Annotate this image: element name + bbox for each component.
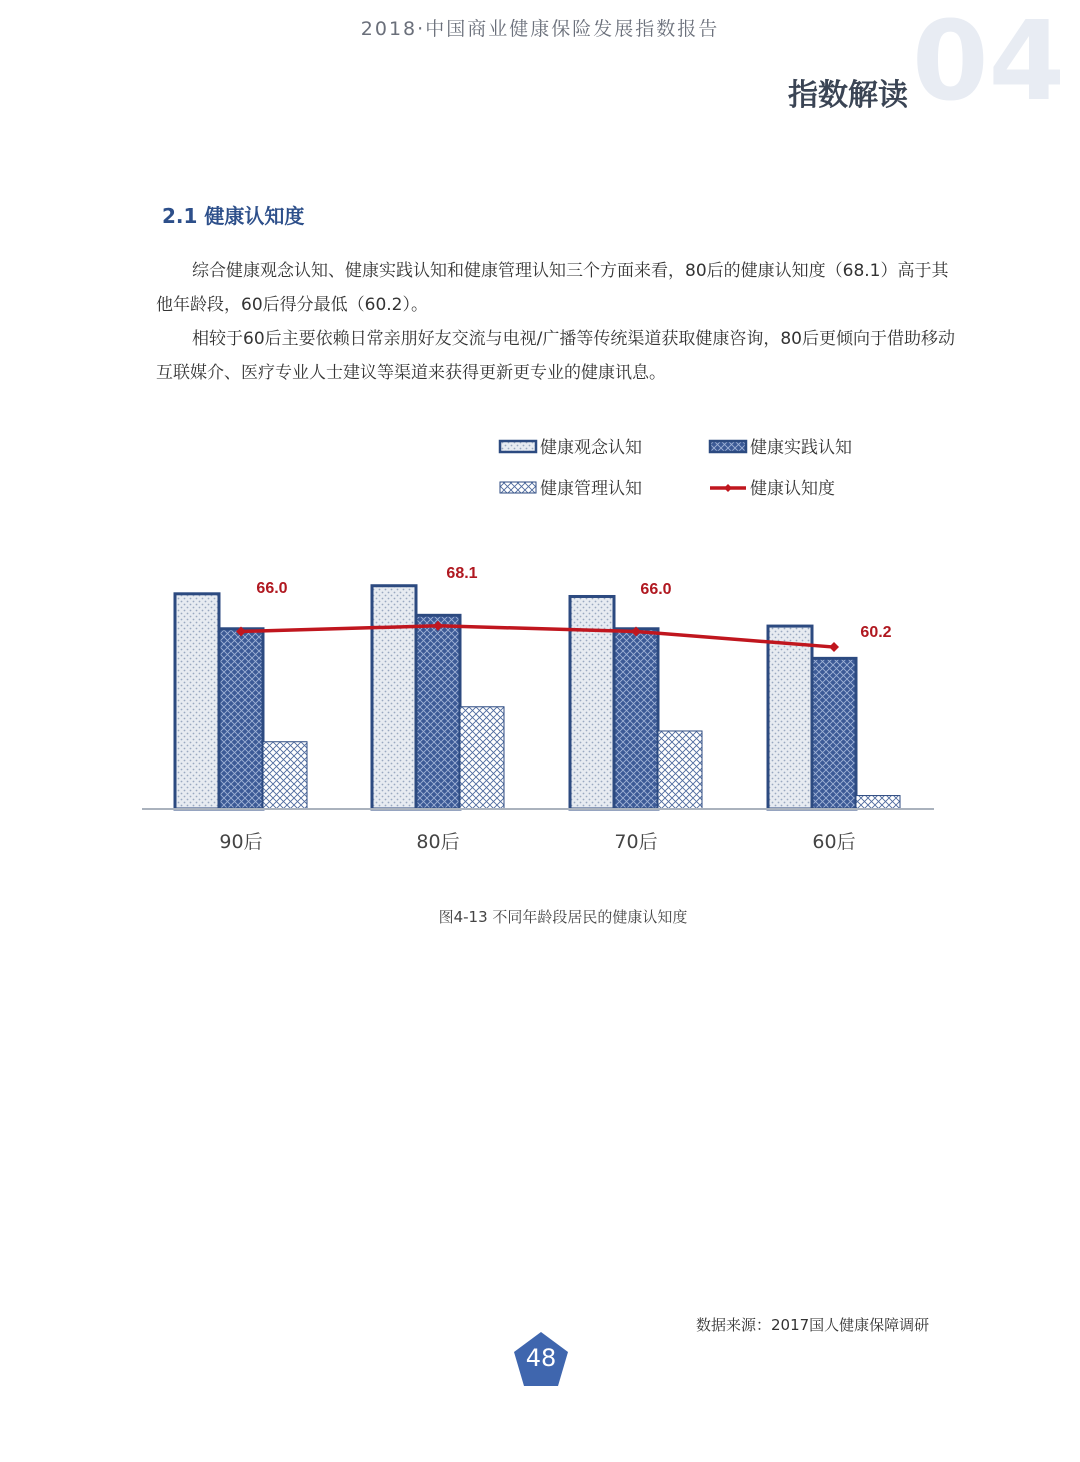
awareness-line [241,626,834,647]
section-title: 2.1 健康认知度 [162,204,305,228]
bar-series2-group2 [416,615,460,809]
figure-caption: 图4-13 不同年龄段居民的健康认知度 [438,908,688,926]
report-title: 2018·中国商业健康保险发展指数报告 [360,18,720,40]
bar-series2-group1 [219,629,263,809]
awareness-point-4 [829,642,839,652]
data-label-2: 68.1 [446,565,478,582]
bar-series1-group2 [372,586,416,809]
health-awareness-chart [0,420,1080,890]
legend-label-4: 健康认知度 [750,479,835,499]
data-source: 数据来源：2017国人健康保障调研 [696,1316,930,1334]
line-series [236,621,839,652]
bar-series2-group4 [812,658,856,809]
x-tick-1: 90后 [219,831,263,853]
chapter-title: 指数解读 [788,78,908,113]
legend-item-2 [710,438,852,458]
bar-series2-group3 [614,629,658,809]
page-number: 48 [525,1344,557,1372]
legend-label-1: 健康观念认知 [540,438,642,458]
legend-item-1 [500,438,642,458]
bar-series3-group1 [263,742,307,809]
data-label-3: 66.0 [640,581,672,598]
x-tick-labels [219,831,855,853]
legend-label-2: 健康实践认知 [750,438,852,458]
bar-series3-group4 [856,796,900,809]
bar-series1-group1 [175,594,219,809]
bar-series1-group4 [768,626,812,809]
paragraph-summary [156,254,956,322]
legend [500,438,852,499]
legend-label-3: 健康管理认知 [540,479,642,499]
legend-swatch-1 [500,441,536,452]
x-tick-3: 70后 [614,831,658,853]
legend-swatch-2 [710,441,746,452]
legend-item-4 [710,479,835,499]
paragraph-summary-text: 综合健康观念认知、健康实践认知和健康管理认知三个方面来看，80后的健康认知度（68.1）高于其他年龄段，60后得分最低（60.2）。 [156,261,949,315]
chapter-number: 04 [912,0,1066,125]
x-tick-4: 60后 [812,831,856,853]
paragraph-channels-text: 相较于60后主要依赖日常亲朋好友交流与电视/广播等传统渠道获取健康咨询，80后更倾向于借助移动互联媒介、医疗专业人士建议等渠道来获得更新更专业的健康讯息。 [156,329,955,383]
data-label-1: 66.0 [256,580,288,597]
legend-marker-4 [724,484,732,492]
page-badge [512,1330,570,1390]
bar-series3-group3 [658,731,702,809]
legend-swatch-3 [500,482,536,493]
bar-series3-group2 [460,707,504,809]
data-label-4: 60.2 [860,624,892,641]
legend-item-3 [500,479,642,499]
x-tick-2: 80后 [416,831,460,853]
paragraph-channels [156,322,956,390]
bars [175,586,900,809]
